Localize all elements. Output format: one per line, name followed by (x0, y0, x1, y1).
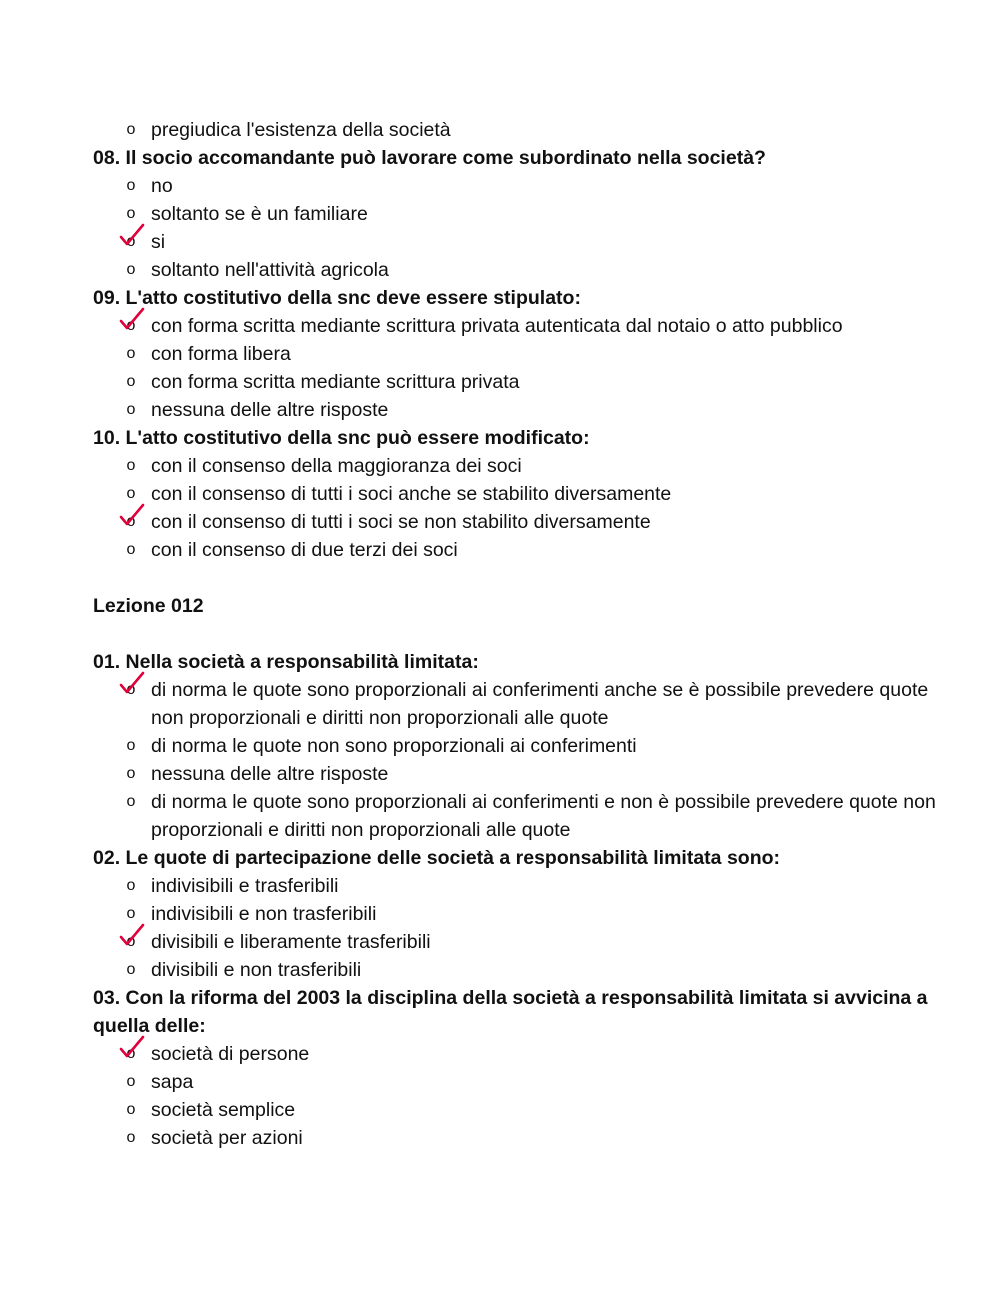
question-block-1 (93, 144, 953, 564)
bullet-icon: o (126, 1129, 136, 1146)
option-text: con forma scritta mediante scrittura privata (151, 371, 520, 393)
list-item (93, 116, 953, 144)
bullet-icon: o (126, 765, 136, 782)
bullet-icon: o (126, 261, 136, 278)
answer-option (93, 1068, 953, 1096)
answer-option (93, 956, 953, 984)
option-text: di norma le quote sono proporzionali ai conferimenti anche se è possibile prevedere quote non proporzionali e diritti non proporzionali alle quote (151, 679, 929, 729)
bullet-icon: o (126, 205, 136, 222)
bullet-icon: o (126, 1073, 136, 1090)
option-text: nessuna delle altre risposte (151, 399, 389, 421)
spacer (93, 564, 953, 592)
bullet-icon: o (126, 373, 136, 390)
option-text: nessuna delle altre risposte (151, 763, 389, 785)
bullet-icon: o (126, 877, 136, 894)
answer-option (93, 340, 953, 368)
answer-option-correct (93, 312, 953, 340)
question-block-2 (93, 648, 953, 1152)
bullet-icon: o (126, 457, 136, 474)
option-text: con il consenso di tutti i soci se non stabilito diversamente (151, 511, 651, 533)
answer-option (93, 1124, 953, 1152)
answer-option (93, 1096, 953, 1124)
checkmark-icon (119, 1034, 145, 1060)
option-text: di norma le quote non sono proporzionali ai conferimenti (151, 735, 637, 757)
bullet-icon: o (126, 933, 136, 950)
answer-option (93, 256, 953, 284)
option-text: divisibili e liberamente trasferibili (151, 931, 431, 953)
checkmark-icon (119, 922, 145, 948)
spacer (93, 620, 953, 648)
answer-option (93, 200, 953, 228)
bullet-icon: o (126, 737, 136, 754)
option-text: con il consenso di due terzi dei soci (151, 539, 458, 561)
bullet-icon: o (126, 121, 136, 138)
bullet-icon: o (126, 401, 136, 418)
answer-options (93, 172, 953, 284)
question-title: 08. Il socio accomandante può lavorare come subordinato nella società? (93, 147, 766, 169)
option-text: soltanto se è un familiare (151, 203, 368, 225)
answer-options (93, 872, 953, 984)
option-text: sapa (151, 1071, 194, 1093)
checkmark-icon (119, 222, 145, 248)
answer-option (93, 396, 953, 424)
answer-option-correct (93, 676, 953, 732)
continued-options (93, 116, 953, 144)
bullet-icon: o (126, 905, 136, 922)
checkmark-icon (119, 502, 145, 528)
option-text: divisibili e non trasferibili (151, 959, 362, 981)
lesson-title: Lezione 012 (93, 595, 204, 617)
option-text: indivisibili e trasferibili (151, 875, 339, 897)
bullet-icon: o (126, 345, 136, 362)
answer-options (93, 1040, 953, 1152)
option-text: si (151, 231, 166, 253)
checkmark-icon (119, 670, 145, 696)
question-title: 10. L'atto costitutivo della snc può essere modificato: (93, 427, 590, 449)
answer-options (93, 452, 953, 564)
answer-option (93, 368, 953, 396)
option-text: soltanto nell'attività agricola (151, 259, 389, 281)
option-text: indivisibili e non trasferibili (151, 903, 377, 925)
option-text: società semplice (151, 1099, 296, 1121)
option-text: con forma scritta mediante scrittura privata autenticata dal notaio o atto pubblico (151, 315, 843, 337)
checkmark-icon (119, 306, 145, 332)
option-text: pregiudica l'esistenza della società (151, 119, 451, 141)
option-text: con il consenso di tutti i soci anche se stabilito diversamente (151, 483, 672, 505)
answer-option (93, 788, 953, 844)
option-text: di norma le quote sono proporzionali ai conferimenti e non è possibile prevedere quote non proporzionali e diritti non proporzionali alle quote (151, 791, 936, 841)
option-text: no (151, 175, 173, 197)
answer-option (93, 872, 953, 900)
answer-option (93, 480, 953, 508)
document-page (93, 116, 953, 1152)
bullet-icon: o (126, 1101, 136, 1118)
bullet-icon: o (126, 233, 136, 250)
answer-option (93, 172, 953, 200)
option-text: società per azioni (151, 1127, 303, 1149)
bullet-icon: o (126, 1045, 136, 1062)
answer-option-correct (93, 228, 953, 256)
answer-option-correct (93, 508, 953, 536)
bullet-icon: o (126, 513, 136, 530)
bullet-icon: o (126, 541, 136, 558)
answer-option-correct (93, 928, 953, 956)
question-title: 03. Con la riforma del 2003 la disciplina della società a responsabilità limitata si avvicina a quella delle: (93, 987, 928, 1037)
bullet-icon: o (126, 177, 136, 194)
option-text: società di persone (151, 1043, 310, 1065)
answer-option (93, 900, 953, 928)
bullet-icon: o (126, 485, 136, 502)
answer-options (93, 676, 953, 844)
answer-options (93, 312, 953, 424)
answer-option (93, 760, 953, 788)
option-text: con il consenso della maggioranza dei soci (151, 455, 522, 477)
bullet-icon: o (126, 793, 136, 810)
answer-option (93, 452, 953, 480)
bullet-icon: o (126, 961, 136, 978)
question-title: 01. Nella società a responsabilità limitata: (93, 651, 479, 673)
answer-option-correct (93, 1040, 953, 1068)
answer-option (93, 732, 953, 760)
option-text: con forma libera (151, 343, 291, 365)
question-title: 02. Le quote di partecipazione delle società a responsabilità limitata sono: (93, 847, 781, 869)
question-title: 09. L'atto costitutivo della snc deve essere stipulato: (93, 287, 581, 309)
answer-option (93, 536, 953, 564)
bullet-icon: o (126, 317, 136, 334)
bullet-icon: o (126, 681, 136, 698)
